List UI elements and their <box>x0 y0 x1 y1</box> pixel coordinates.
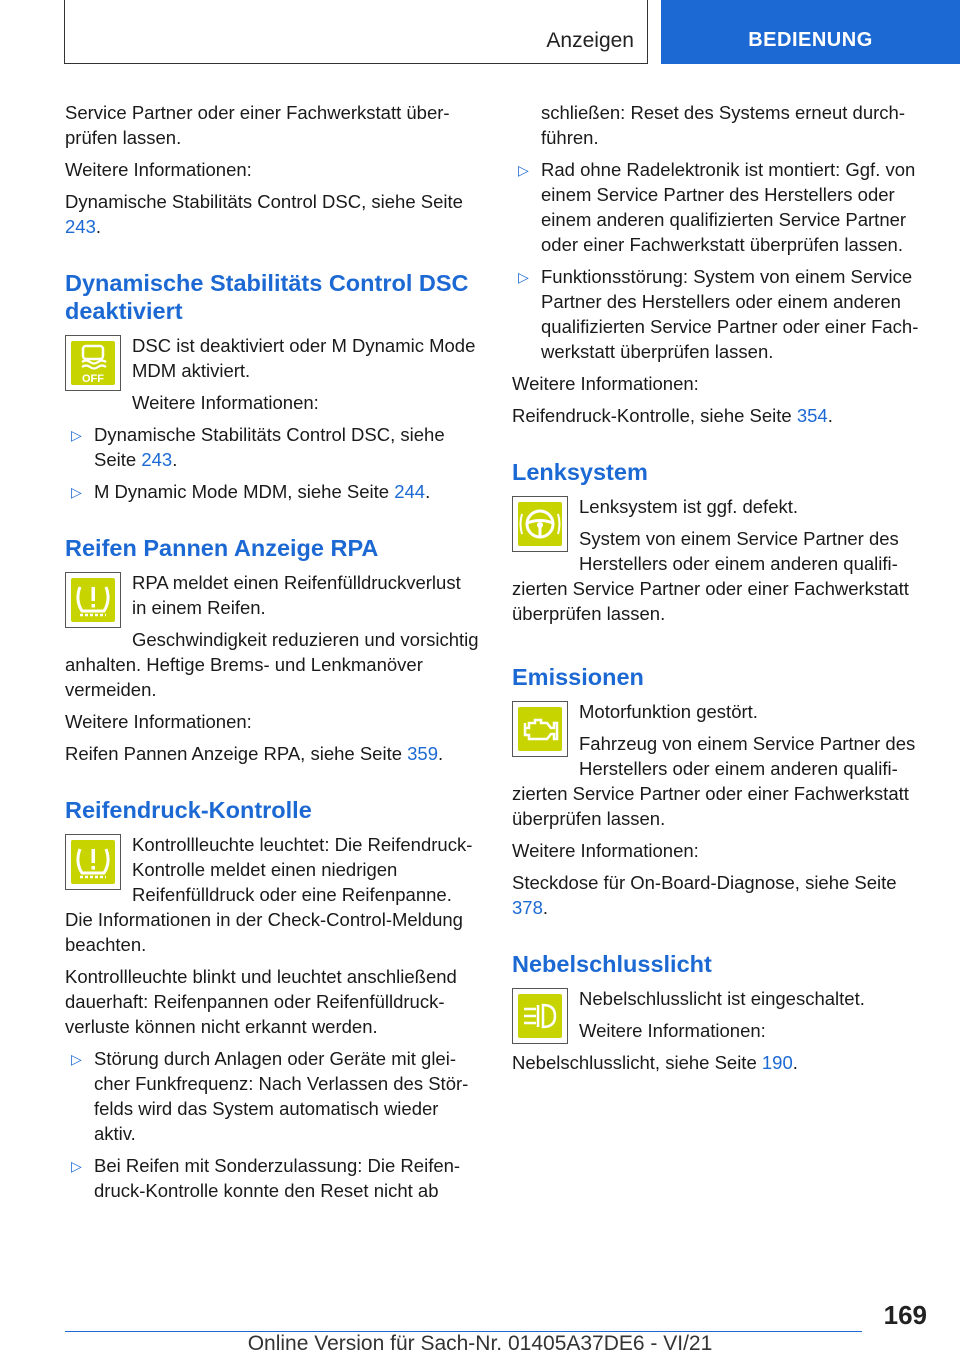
page-link[interactable]: 244 <box>394 481 426 502</box>
page-link[interactable]: 354 <box>796 405 828 426</box>
paragraph: DSC ist deaktiviert oder M Dynamic Mode MDM aktiviert. <box>132 335 476 381</box>
paragraph: Reifen Pannen Anzeige RPA, siehe Seite 359. <box>65 743 444 764</box>
paragraph: Steckdose für On-Board-Diagnose, siehe Seite 378. <box>512 872 897 918</box>
section-heading: Reifendruck-Kontrolle <box>65 797 312 823</box>
bullet-triangle-icon: ▷ <box>71 427 82 443</box>
section-heading: Reifen Pannen Anzeige RPA <box>65 535 379 561</box>
paragraph: Dynamische Stabilitäts Control DSC, siehe Seite 243. <box>65 191 463 237</box>
bullet-triangle-icon: ▷ <box>518 269 529 285</box>
paragraph: Nebelschlusslicht, siehe Seite 190. <box>512 1052 798 1073</box>
bullet-triangle-icon: ▷ <box>518 162 529 178</box>
engine-icon <box>512 701 568 757</box>
left-column <box>65 100 480 1210</box>
list-item: ▷ Bei Reifen mit Sonderzulassung: Die Reifendruck-Kontrolle konnte den Reset nicht ab <box>71 1155 461 1201</box>
paragraph: Kontrollleuchte leuchtet: Die Reifendruck-Kontrolle meldet einen niedrigen Reifenfülldruck oder eine Reifenpanne. Die Informationen in der Check-Control-Meldung beachten. <box>65 834 473 955</box>
page-link[interactable]: 243 <box>141 449 173 470</box>
tire-pressure-icon <box>65 834 121 890</box>
section-heading: Emissionen <box>512 664 644 690</box>
paragraph: Nebelschlusslicht ist eingeschaltet. <box>579 988 865 1009</box>
paragraph: Lenksystem ist ggf. defekt. <box>579 496 799 517</box>
page-link[interactable]: 243 <box>65 216 96 237</box>
paragraph: Fahrzeug von einem Service Partner des Herstellers oder einem anderen qualifizierten Service Partner oder einer Fachwerkstatt überprüfen lassen. <box>512 733 916 829</box>
nebel-block <box>512 986 928 1082</box>
paragraph: Service Partner oder einer Fachwerkstatt überprüfen lassen. <box>65 102 450 148</box>
rdc-block <box>65 832 480 964</box>
tire-pressure-icon <box>65 572 121 628</box>
page-number: 169 <box>883 1300 927 1330</box>
paragraph: Motorfunktion gestört. <box>579 701 758 722</box>
section-title: Anzeigen <box>546 29 634 52</box>
list-item: ▷ Dynamische Stabilitäts Control DSC, siehe Seite 243. <box>71 424 445 470</box>
paragraph: Weitere Informationen: <box>512 840 699 861</box>
page-link[interactable]: 378 <box>512 897 543 918</box>
section-heading: Nebelschlusslicht <box>512 951 712 977</box>
section-heading: Lenksystem <box>512 459 648 485</box>
paragraph: Weitere Informationen: <box>579 1020 766 1041</box>
paragraph: Weitere Informationen: <box>132 392 319 413</box>
paragraph: RPA meldet einen Reifenfülldruckverlust in einem Reifen. <box>132 572 461 618</box>
chapter-tab-label: BEDIENUNG <box>748 29 873 51</box>
paragraph: Weitere Informationen: <box>512 373 699 394</box>
footer-text: Online Version für Sach-Nr. 01405A37DE6 - VI/21 <box>247 1332 713 1355</box>
emis-block <box>512 699 928 838</box>
list-item: ▷ Rad ohne Radelektronik ist montiert: Ggf. von einem Service Partner des Herstellers oder einem anderen qualifizierten Service Partner oder einer Fachwerkstatt überprüfen lassen. <box>518 159 916 255</box>
dsc-off-icon <box>65 335 121 391</box>
right-column <box>512 100 928 1082</box>
paragraph: Weitere Informationen: <box>65 711 252 732</box>
dsc-block <box>65 333 480 422</box>
paragraph: Kontrollleuchte blinkt und leuchtet anschließend dauerhaft: Reifenpannen oder Reifenfülldruckverluste können nicht erkannt werden. <box>65 966 457 1037</box>
lenk-block <box>512 494 928 633</box>
bullet-triangle-icon: ▷ <box>71 1051 82 1067</box>
list-item: ▷ Störung durch Anlagen oder Geräte mit gleicher Funkfrequenz: Nach Verlassen des Störfelds wird das System automatisch wieder aktiv. <box>71 1048 469 1144</box>
list-item: ▷ M Dynamic Mode MDM, siehe Seite 244. <box>65 479 480 504</box>
rpa-block <box>65 570 480 709</box>
rear-fog-light-icon <box>512 988 568 1044</box>
page-link[interactable]: 190 <box>761 1052 793 1073</box>
paragraph: Reifendruck-Kontrolle, siehe Seite 354. <box>512 405 833 426</box>
paragraph: Weitere Informationen: <box>65 159 252 180</box>
list-item: ▷ Funktionsstörung: System von einem Service Partner des Herstellers oder einem anderen qualifizierten Service Partner oder einer Fachwerkstatt überprüfen lassen. <box>518 266 919 362</box>
list-item-continuation: schließen: Reset des Systems erneut durchführen. <box>541 102 906 148</box>
page-link[interactable]: 359 <box>407 743 439 764</box>
steering-wheel-icon <box>512 496 568 552</box>
paragraph: System von einem Service Partner des Herstellers oder einem anderen qualifizierten Service Partner oder einer Fachwerkstatt überprüfen lassen. <box>512 528 909 624</box>
svg-text:OFF: OFF <box>82 373 104 385</box>
bullet-triangle-icon: ▷ <box>71 484 82 500</box>
paragraph: Geschwindigkeit reduzieren und vorsichtig anhalten. Heftige Brems- und Lenkmanöver vermeiden. <box>65 629 479 700</box>
chapter-tab[interactable] <box>661 0 960 64</box>
section-heading: Dynamische Stabilitäts Control DSC deaktiviert <box>65 270 469 324</box>
bullet-triangle-icon: ▷ <box>71 1158 82 1174</box>
